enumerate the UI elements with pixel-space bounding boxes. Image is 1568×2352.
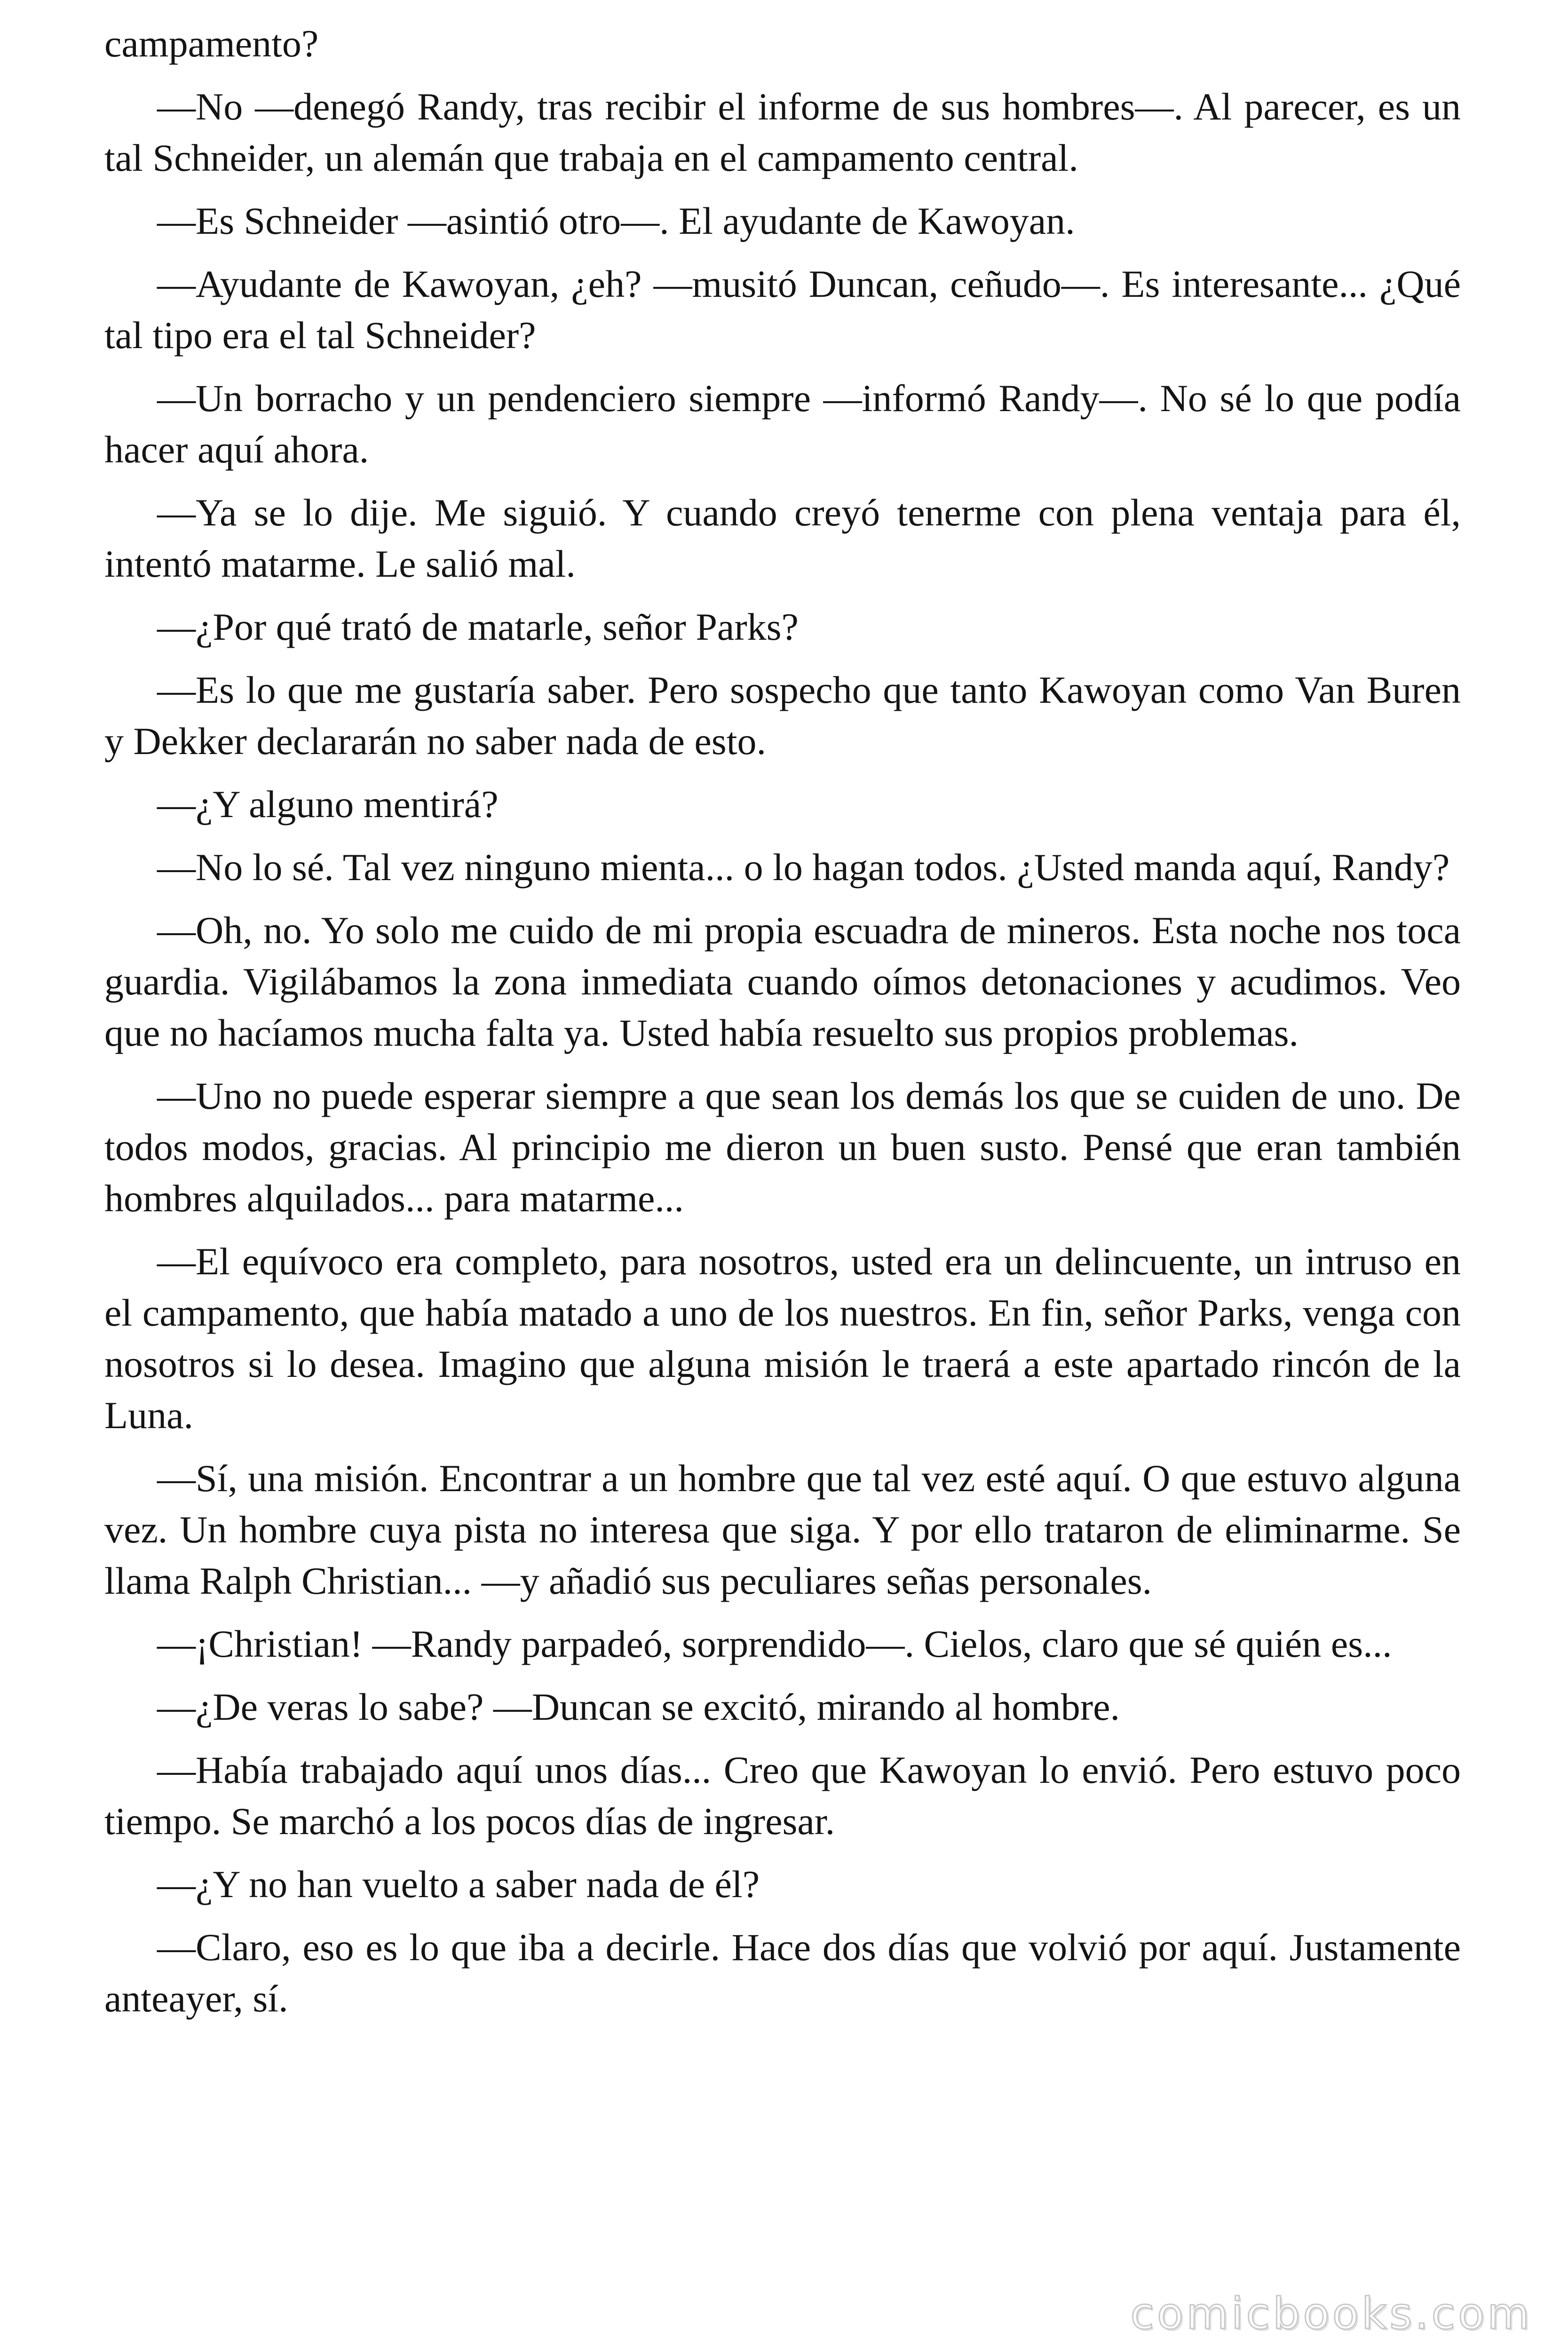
paragraph: —¿De veras lo sabe? —Duncan se excitó, mirando al hombre. [157,1685,1120,1728]
page-body [104,18,1461,2036]
paragraph: —¿Y alguno mentirá? [157,783,499,826]
watermark: comicbooks.com [1130,2288,1532,2339]
paragraph: —Había trabajado aquí unos días... Creo que Kawoyan lo envió. Pero estuvo poco tiempo. Se marchó a los pocos días de ingresar. [104,1748,1461,1843]
paragraph: —¿Y no han vuelto a saber nada de él? [157,1863,760,1906]
paragraph: —No lo sé. Tal vez ninguno mienta... o lo hagan todos. ¿Usted manda aquí, Randy? [157,846,1450,889]
paragraph: —Un borracho y un pendenciero siempre —informó Randy—. No sé lo que podía hacer aquí ahora. [104,377,1461,471]
paragraph: —¿Por qué trató de matarle, señor Parks? [157,605,799,648]
paragraph: —Ayudante de Kawoyan, ¿eh? —musitó Duncan, ceñudo—. Es interesante... ¿Qué tal tipo era el tal Schneider? [104,262,1461,357]
paragraph: —Es Schneider —asintió otro—. El ayudante de Kawoyan. [157,199,1075,242]
paragraph: —Uno no puede esperar siempre a que sean los demás los que se cuiden de uno. De todos modos, gracias. Al principio me dieron un buen susto. Pensé que eran también hombres alquilados... para matarme... [104,1074,1461,1220]
paragraph: —Ya se lo dije. Me siguió. Y cuando creyó tenerme con plena ventaja para él, intentó matarme. Le salió mal. [104,491,1461,585]
paragraph: —Claro, eso es lo que iba a decirle. Hace dos días que volvió por aquí. Justamente anteayer, sí. [104,1926,1461,2020]
paragraph: —El equívoco era completo, para nosotros, usted era un delincuente, un intruso en el campamento, que había matado a uno de los nuestros. En fin, señor Parks, venga con nosotros si lo desea. Imagino que alguna misión le traerá a este apartado rincón de la Luna. [104,1240,1461,1437]
paragraph: campamento? [104,22,319,65]
paragraph: —¡Christian! —Randy parpadeó, sorprendido—. Cielos, claro que sé quién es... [157,1622,1392,1665]
paragraph: —Oh, no. Yo solo me cuido de mi propia escuadra de mineros. Esta noche nos toca guardia. Vigilábamos la zona inmediata cuando oímos detonaciones y acudimos. Veo que no hacíamos mucha falta ya. Usted había resuelto sus propios problemas. [104,909,1461,1054]
paragraph: —No —denegó Randy, tras recibir el informe de sus hombres—. Al parecer, es un tal Schneider, un alemán que trabaja en el campamento central. [104,85,1461,179]
paragraph: —Sí, una misión. Encontrar a un hombre que tal vez esté aquí. O que estuvo alguna vez. Un hombre cuya pista no interesa que siga. Y por ello trataron de eliminarme. Se llama Ralph Christian... —y añadió sus peculiares señas personales. [104,1457,1461,1602]
paragraph: —Es lo que me gustaría saber. Pero sospecho que tanto Kawoyan como Van Buren y Dekker declararán no saber nada de esto. [104,668,1461,763]
